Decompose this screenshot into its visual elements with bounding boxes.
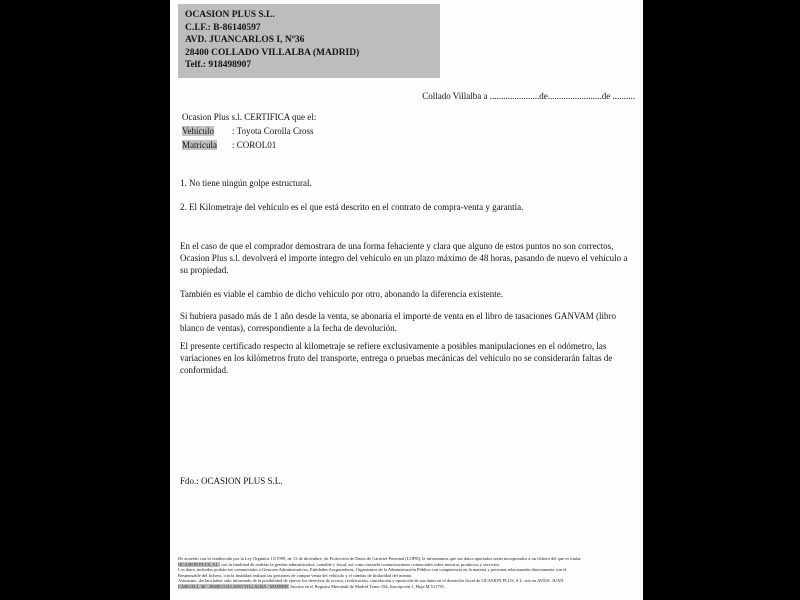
legal-line-6	[178, 584, 638, 590]
legal-footer	[178, 556, 638, 590]
legal-line-3: Los datos incluidos podrán ser comunicados a Gestores Administrativos, Entidades Aseguradoras, Organismos de la Administración Pública con competencia en la materia y personas relacionadas directamente con el	[178, 567, 567, 573]
company-city: 28400 COLLADO VILLALBA (MADRID)	[185, 47, 360, 58]
plate-label: Matrícula	[182, 140, 217, 150]
signature-line: Fdo.: OCASION PLUS S.L.	[180, 476, 283, 486]
company-cif: C.I.F.: B-86140597	[185, 22, 261, 33]
certificate-item-2: 2. El Kilometraje del vehículo es el que está descrito en el contrato de compra-venta y garantía.	[180, 202, 524, 212]
date-line: Collado Villalba a ......................de........................de ..........	[422, 91, 635, 101]
company-address: AVD. JUANCARLOS I, Nº36	[185, 35, 305, 46]
company-phone: Telf.: 918498907	[185, 60, 252, 71]
certifica-statement: Ocasion Plus s.l. CERTIFICA que el:	[182, 112, 317, 122]
vehicle-label: Vehículo	[182, 126, 214, 136]
company-name: OCASION PLUS S.L.	[185, 10, 275, 20]
legal-line-1: De acuerdo con lo establecido por la Ley Orgánica 15/1999, de 13 de diciembre, de Protección de Datos de Carácter Personal (LOPD), le informamos que sus datos aportados serán incorporados a un fichero del que es titular	[178, 556, 581, 561]
legal-line-4: Responsable del fichero, con la finalidad realizar las gestiones de compra venta del vehículo y el cambio de titularidad del mismo.	[178, 572, 413, 578]
legal-line-6-highlight: CARLOS I, 36 - 28400 COLLADO VILLALBA - MADRID.	[178, 583, 290, 589]
vehicle-line	[182, 126, 314, 138]
paragraph-ganvam-valuation: Si hubiera pasado más de 1 año desde la venta, se abonaría el importe de venta en el libro de tasaciones GANVAM (libro blanco de ventas), correspondiente a la fecha de devolución.	[180, 311, 616, 333]
certificate-item-1: 1. No tiene ningún golpe estructural.	[180, 178, 312, 188]
vehicle-value: : Toyota Corolla Cross	[232, 126, 314, 136]
certificate-document	[170, 0, 643, 600]
paragraph-odometer-disclaimer: El presente certificado respecto al kilometraje se refiere exclusivamente a posibles manipulaciones en el odómetro, las variaciones en los kilómetros fruto del transporte, entrega o pruebas mecánicas del vehículo no se considerarán faltas de conformidad.	[180, 341, 613, 375]
legal-line-2-rest: con la finalidad de realizar la gestión administrativa, contable y fiscal, así como enviarle comunicaciones comerciales sobre nuestros productos y servicios.	[219, 561, 501, 567]
paragraph-refund-policy: En el caso de que el comprador demostrara de una forma fehaciente y clara que alguno de estos puntos no son correctos, Ocasion Plus s.l. devolverá el importe íntegro del vehículo en un plazo máximo de 48 horas, pasando de nuevo el vehículo a su propiedad.	[180, 241, 628, 275]
paragraph-exchange-option: También es viable el cambio de dicho vehículo por otro, abonando la diferencia existente.	[180, 289, 504, 299]
legal-line-6-rest: Inscrita en el Registro Mercantil de Madrid Tomo 194, Inscripción 1, Hoja M 511791.	[289, 583, 446, 589]
legal-line-5: Asimismo, declara haber sido informado de la posibilidad de ejercer los derechos de acceso, rectificación, cancelación y oposición de sus datos en el domicilio fiscal de OCASION PLUS, S.L. sito en AVDA. JUAN	[178, 578, 564, 584]
company-header-block	[178, 4, 440, 78]
plate-value: : COROL01	[232, 140, 277, 150]
legal-line-2-highlight: OCASION PLUS, S.L.	[178, 561, 220, 567]
plate-line	[182, 140, 277, 152]
